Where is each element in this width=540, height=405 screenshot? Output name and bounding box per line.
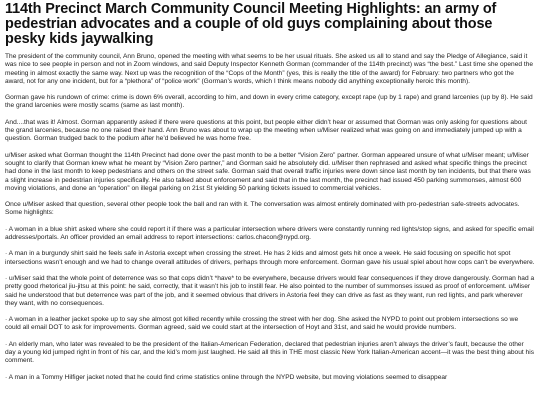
article-title: 114th Precinct March Community Council Meeting Highlights: an army of pedestrian advocates and a couple of old guys complaining about those pesky kids jaywalking (5, 1, 497, 47)
paragraph-crime-rundown: Gorman gave his rundown of crime: crime is down 6% overall, according to him, and down in every crime category, except rape (up by 1 rape) and grand larcenies (up by 8). He said the grand larcenies were mostly scams (same as last month). (5, 94, 533, 110)
highlight-elderly-man: · An elderly man, who later was revealed to be the president of the Italian-American Federation, declared that pedestrian injuries aren’t always the driver’s fault, because the other day a young kid jumped right in front of his car, and the kid’s mom just laughed. He said all this in THE most classic New York Italian-American accent—it was the best thing about his comment. (5, 340, 534, 365)
paragraph-vision-zero: u/Miser asked what Gorman thought the 114th Precinct had done over the past month to be a better “Vision Zero” partner. Gorman appeared unsure of what u/Miser meant; u/Miser sought to clarify that Gorman knew what he meant by “Vision Zero partner,” and Gorman said he absolutely did. u/Miser then rephrased and asked what specific things the precinct had done in the last month to keep pedestrians and others on the street safe. Gorman said that overall traffic injuries were down since last month by ten incidents, but that there was a slight increase in pedestrian injuries specifically. He also talked about enforcement and said that in the last month, the precinct had issued 450 parking summonses, almost 600 moving violations, and done an “operation” on illegal parking on 21st St yielding 50 parking tickets issued to commercial vehicles. (5, 151, 531, 192)
paragraph-highlights-intro: Once u/Miser asked that question, several other people took the ball and ran with it. The conversation was almost entirely dominated with pro-pedestrian safe-streets advocates. Some highlights: (5, 201, 520, 217)
highlight-deterrence: · u/Miser said that the whole point of deterrence was so that cops didn’t *have* to be everywhere, because drivers would fear consequences if they drove dangerously. Gorman had a pretty good rhetorical jiu-jitsu at this point: he said, correctly, that it wasn’t his job to instill fear. He also pointed to the number of summonses issued as proof of enforcement. u/Miser said he understood that but deterrence was part of the job, and it seemed obvious that drivers in Astoria feel they can drive as fast as they want, run red lights, and park wherever they want, with no consequences. (5, 274, 535, 307)
article-body (5, 53, 535, 382)
highlight-blue-shirt: · A woman in a blue shirt asked where she could report it if there was a particular intersection where drivers were constantly running red lights/stop signs, and asked for specific email addresses/portals. An officer provided an email address to report intersections: carlos.chacon@nypd.org. (5, 225, 534, 242)
highlight-leather-jacket: · A woman in a leather jacket spoke up to say she almost got killed recently while crossing the street with her dog. She asked the NYPD to point out problem intersections so we could all email DOT to ask for improvements. Gorman agreed, said we could start at the intersection of Hoyt and 31st, and said he would provide numbers. (5, 316, 519, 332)
paragraph-intro: The president of the community council, Ann Bruno, opened the meeting with what seems to be her usual rituals. She asked us all to stand and say the Pledge of Allegiance, said it was nice to see people in person and not in Zoom windows, and said Deputy Inspector Kenneth Gorman (commander of the 114th precinct) was “the best.” Last time she opened the meeting in almost exactly the same way. Next up was the recognition of the “Cops of the Month” (yes, this is really the title of the award) for February: two partners who got the award, not for any one incident, but for a “plethora” of “police work” (Gorman’s words, which I think means nobody did anything exceptionally heroic this month). (5, 53, 534, 85)
paragraph-questions: And....that was it! Almost. Gorman apparently asked if there were questions at this point, but people either didn’t hear or assumed that Gorman was only asking for questions about the grand larcenies, because no one raised their hand. Ann Bruno was about to wrap up the meeting when u/Miser realized what was going on and immediately jumped up with a question. Gorman trudged back to the podium after he’d believed he was home free. (5, 118, 527, 143)
highlight-burgundy-shirt: · A man in a burgundy shirt said he feels safe in Astoria except when crossing the street. He has 2 kids and almost gets hit once a week. He said focusing on specific hot spot intersections wasn’t enough and we had to change overall attitudes of drivers, perhaps through more enforcement. Gorman gave his usual spiel about how cops can’t be everywhere. (5, 250, 535, 266)
highlight-hilfiger-jacket: · A man in a Tommy Hilfiger jacket noted that he could find crime statistics online through the NYPD website, but moving violations seemed to disappear (5, 373, 448, 381)
